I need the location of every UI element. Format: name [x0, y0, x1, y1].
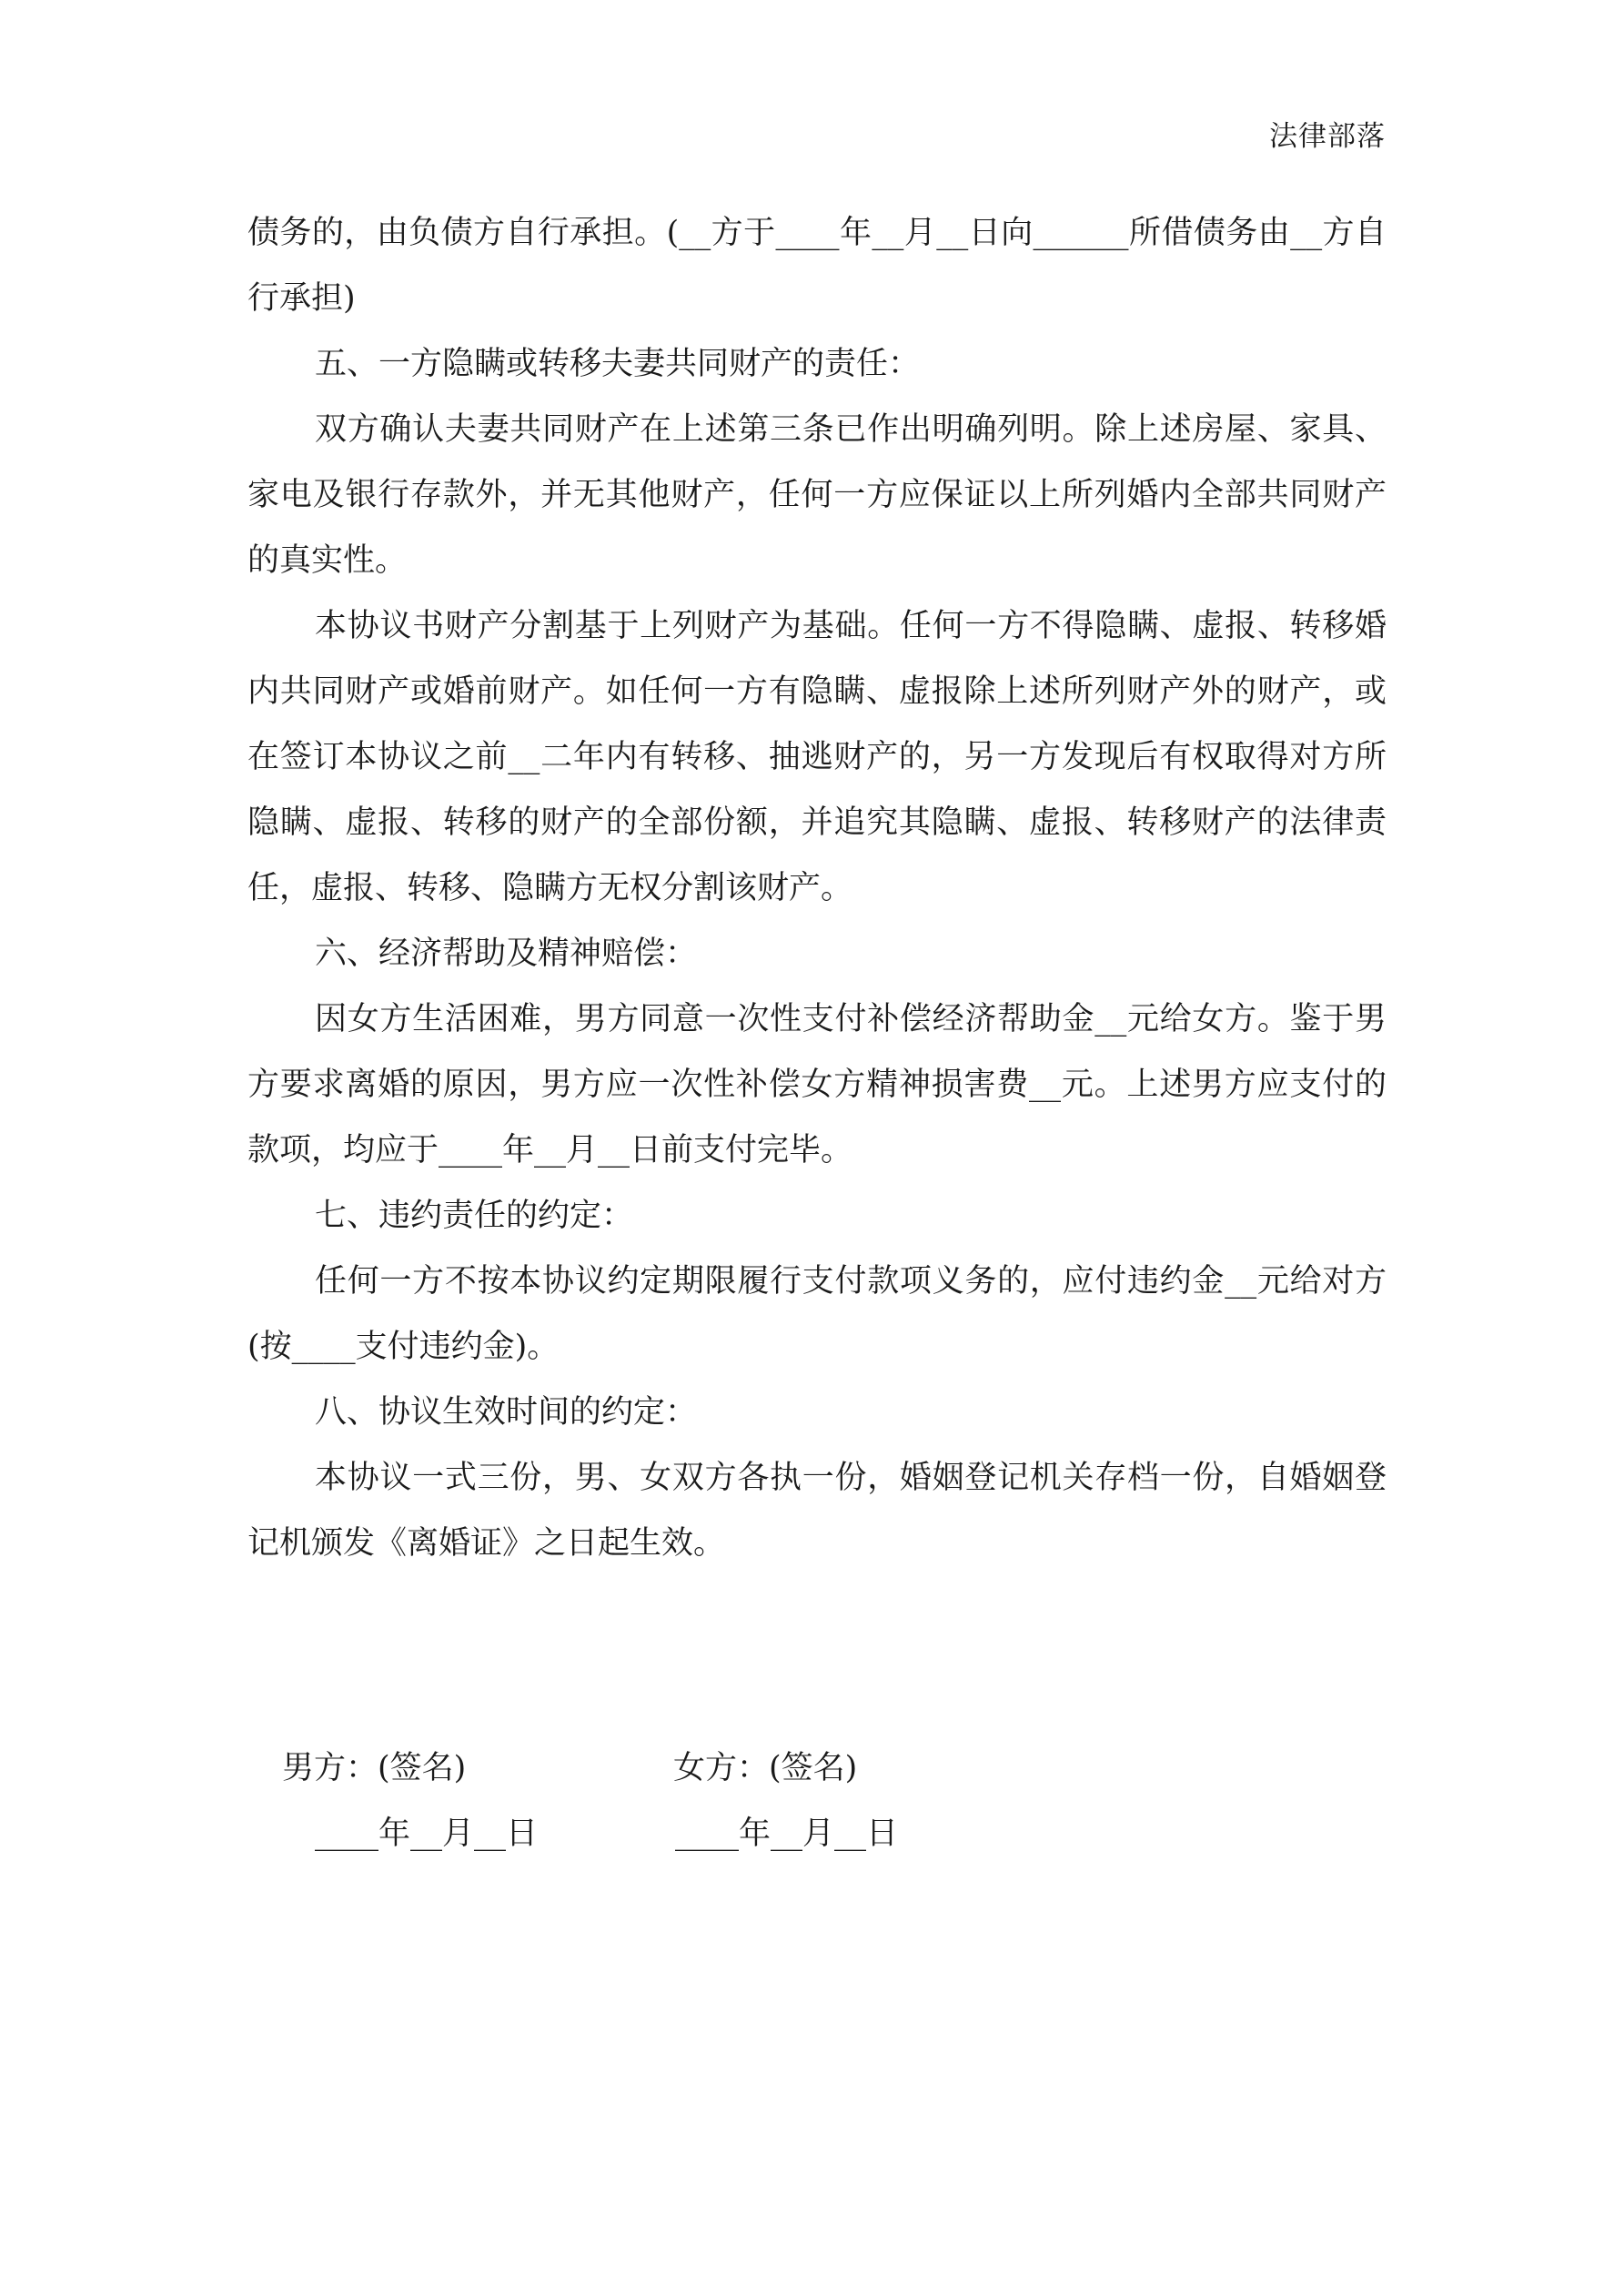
section-heading-8: 八、协议生效时间的约定： [315, 1394, 698, 1431]
paragraph-property-confirmation: 双方确认夫妻共同财产在上述第三条已作出明确列明。除上述房屋、家具、家电及银行存款外，并无其他财产，任何一方应保证以上所列婚内全部共同财产的真实性。 [247, 411, 1387, 579]
paragraph-compensation: 因女方生活困难，男方同意一次性支付补偿经济帮助金__元给女方。鉴于男方要求离婚的原因，男方应一次性补偿女方精神损害费__元。上述男方应支付的款项，均应于____年__月__日前支付完毕。 [247, 1001, 1387, 1168]
section-heading-7: 七、违约责任的约定： [315, 1198, 634, 1234]
signature-block [247, 1735, 1387, 1866]
paragraph-property-concealment: 本协议书财产分割基于上列财产为基础。任何一方不得隐瞒、虚报、转移婚内共同财产或婚前财产。如任何一方有隐瞒、虚报除上述所列财产外的财产，或在签订本协议之前__二年内有转移、抽逃财产的，另一方发现后有权取得对方所隐瞒、虚报、转移的财产的全部份额，并追究其隐瞒、虚报、转移财产的法律责任，虚报、转移、隐瞒方无权分割该财产。 [247, 608, 1387, 906]
header-brand: 法律部落 [1269, 120, 1386, 153]
female-signature-label: 女方：(签名) [673, 1750, 858, 1786]
female-signature-date: ____年__月__日 [675, 1816, 899, 1852]
male-signature-date: ____年__月__日 [315, 1816, 539, 1852]
signature-row [247, 1735, 1387, 1801]
section-heading-6: 六、经济帮助及精神赔偿： [315, 936, 698, 972]
section-heading-5: 五、一方隐瞒或转移夫妻共同财产的责任： [315, 346, 921, 382]
male-signature-label: 男方：(签名) [282, 1750, 467, 1786]
document-body [247, 200, 1387, 1576]
paragraph-breach-liability: 任何一方不按本协议约定期限履行支付款项义务的，应付违约金__元给对方(按____支付违约金)。 [247, 1263, 1387, 1365]
paragraph-effective-date: 本协议一式三份，男、女双方各执一份，婚姻登记机关存档一份，自婚姻登记机颁发《离婚证》之日起生效。 [247, 1460, 1387, 1562]
paragraph-debt-continuation: 债务的，由负债方自行承担。(__方于____年__月__日向______所借债务由__方自行承担) [247, 215, 1387, 317]
date-row [247, 1801, 1387, 1866]
